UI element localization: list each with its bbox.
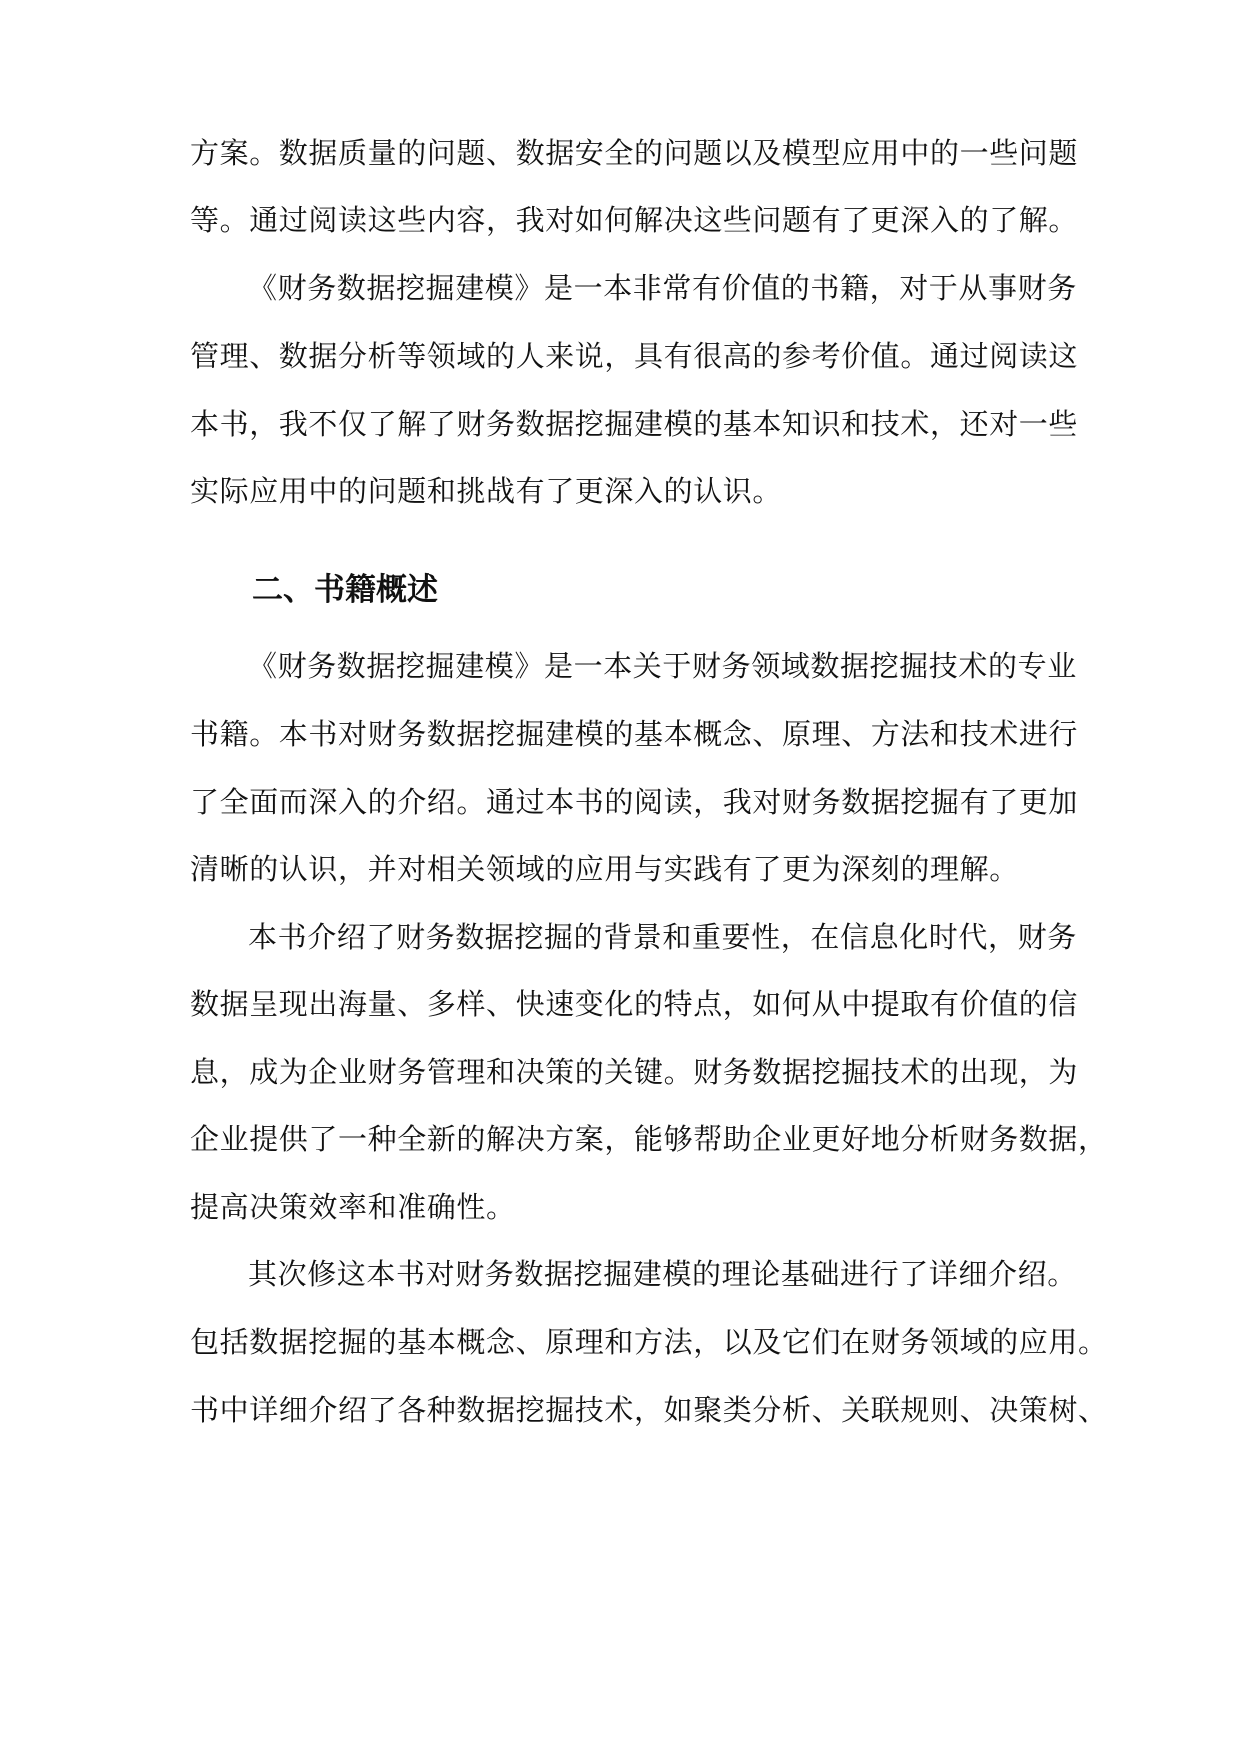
- text-line: 实际应用中的问题和挑战有了更深入的认识。: [190, 474, 783, 508]
- paragraph-first-line: 《财务数据挖掘建模》是一本关于财务领域数据挖掘技术的专业: [248, 649, 1077, 683]
- text-line: 数据呈现出海量、多样、快速变化的特点，如何从中提取有价值的信: [190, 987, 1079, 1021]
- section-heading: 二、书籍概述: [252, 572, 438, 608]
- text-line: 了全面而深入的介绍。通过本书的阅读，我对财务数据挖掘有了更加: [190, 785, 1079, 819]
- paragraph-first-line: 其次修这本书对财务数据挖掘建模的理论基础进行了详细介绍。: [248, 1257, 1077, 1291]
- text-line: 管理、数据分析等领域的人来说，具有很高的参考价值。通过阅读这: [190, 339, 1079, 373]
- text-line: 方案。数据质量的问题、数据安全的问题以及模型应用中的一些问题: [190, 136, 1079, 170]
- text-line: 等。通过阅读这些内容，我对如何解决这些问题有了更深入的了解。: [190, 203, 1079, 237]
- text-line: 提高决策效率和准确性。: [190, 1190, 516, 1224]
- text-line: 清晰的认识，并对相关领域的应用与实践有了更为深刻的理解。: [190, 852, 1019, 886]
- text-line: 书籍。本书对财务数据挖掘建模的基本概念、原理、方法和技术进行: [190, 717, 1079, 751]
- text-line: 企业提供了一种全新的解决方案，能够帮助企业更好地分析财务数据，: [190, 1122, 1108, 1156]
- paragraph-first-line: 本书介绍了财务数据挖掘的背景和重要性，在信息化时代，财务: [248, 920, 1077, 954]
- text-line: 本书，我不仅了解了财务数据挖掘建模的基本知识和技术，还对一些: [190, 407, 1079, 441]
- text-line: 包括数据挖掘的基本概念、原理和方法，以及它们在财务领域的应用。: [190, 1325, 1108, 1359]
- text-line: 息，成为企业财务管理和决策的关键。财务数据挖掘技术的出现，为: [190, 1055, 1079, 1089]
- paragraph-first-line: 《财务数据挖掘建模》是一本非常有价值的书籍，对于从事财务: [248, 271, 1077, 305]
- text-line: 书中详细介绍了各种数据挖掘技术，如聚类分析、关联规则、决策树、: [190, 1393, 1108, 1427]
